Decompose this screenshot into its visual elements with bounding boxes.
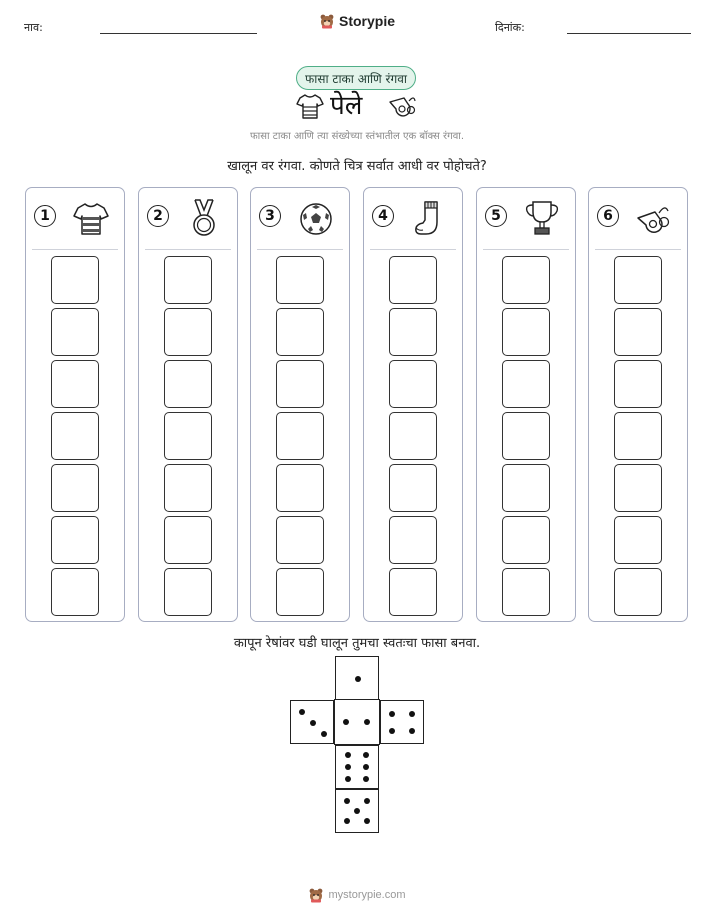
column-3 <box>250 187 350 622</box>
column-divider <box>145 249 231 250</box>
page-title: पेले <box>330 91 363 121</box>
color-box[interactable] <box>502 256 550 304</box>
date-line[interactable] <box>567 33 691 34</box>
die-pip <box>343 719 349 725</box>
column-number: 2 <box>147 205 169 227</box>
color-box[interactable] <box>389 256 437 304</box>
color-box[interactable] <box>502 568 550 616</box>
subtitle: फासा टाका आणि त्या संख्येच्या स्तंभातील एक बॉक्स रंगवा. <box>249 131 465 142</box>
column-divider <box>257 249 343 250</box>
die-pip <box>363 776 369 782</box>
die-pip <box>354 808 360 814</box>
column-divider <box>483 249 569 250</box>
color-box[interactable] <box>614 412 662 460</box>
color-box[interactable] <box>51 412 99 460</box>
color-box[interactable] <box>502 360 550 408</box>
column-6 <box>588 187 688 622</box>
color-box[interactable] <box>502 464 550 512</box>
color-box[interactable] <box>502 308 550 356</box>
name-line[interactable] <box>100 33 257 34</box>
color-box[interactable] <box>51 568 99 616</box>
column-divider <box>32 249 118 250</box>
color-box[interactable] <box>614 568 662 616</box>
color-box[interactable] <box>614 516 662 564</box>
color-box[interactable] <box>389 360 437 408</box>
die-face-2 <box>334 699 380 745</box>
color-box[interactable] <box>276 412 324 460</box>
die-face-3 <box>290 700 334 744</box>
color-box[interactable] <box>164 568 212 616</box>
category-badge: फासा टाका आणि रंगवा <box>296 66 416 90</box>
color-box[interactable] <box>502 516 550 564</box>
trophy-icon <box>523 198 561 238</box>
die-pip <box>345 776 351 782</box>
bear-icon <box>308 887 324 903</box>
die-pip <box>355 676 361 682</box>
die-pip <box>364 798 370 804</box>
column-number: 6 <box>597 205 619 227</box>
brand-name: Storypie <box>338 13 395 29</box>
column-number: 1 <box>34 205 56 227</box>
die-pip <box>389 728 395 734</box>
color-box[interactable] <box>164 412 212 460</box>
color-box[interactable] <box>276 568 324 616</box>
whistle-icon <box>635 198 673 238</box>
brand-logo <box>0 13 714 29</box>
color-box[interactable] <box>389 516 437 564</box>
die-face-1 <box>335 656 379 700</box>
die-pip <box>299 709 305 715</box>
column-number: 3 <box>259 205 281 227</box>
color-box[interactable] <box>614 464 662 512</box>
color-box[interactable] <box>389 412 437 460</box>
die-face-5 <box>335 789 379 833</box>
color-box[interactable] <box>389 568 437 616</box>
title-shirt-icon <box>296 92 324 120</box>
footer-url[interactable]: mystorypie.com <box>328 889 406 901</box>
color-box[interactable] <box>51 308 99 356</box>
die-pip <box>344 818 350 824</box>
column-2 <box>138 187 238 622</box>
die-pip <box>321 731 327 737</box>
title-whistle-icon <box>387 92 417 118</box>
die-pip <box>363 764 369 770</box>
color-box[interactable] <box>51 516 99 564</box>
color-box[interactable] <box>164 360 212 408</box>
shirt-icon <box>72 198 110 238</box>
color-box[interactable] <box>614 360 662 408</box>
die-pip <box>345 764 351 770</box>
date-label: दिनांक: <box>495 21 525 34</box>
color-box[interactable] <box>164 464 212 512</box>
column-4 <box>363 187 463 622</box>
die-pip <box>345 752 351 758</box>
color-box[interactable] <box>276 256 324 304</box>
column-5 <box>476 187 576 622</box>
die-pip <box>389 711 395 717</box>
color-box[interactable] <box>389 464 437 512</box>
die-pip <box>409 728 415 734</box>
color-box[interactable] <box>389 308 437 356</box>
die-pip <box>364 818 370 824</box>
name-label: नाव: <box>24 21 43 34</box>
color-box[interactable] <box>276 308 324 356</box>
die-pip <box>409 711 415 717</box>
column-number: 4 <box>372 205 394 227</box>
soccer-ball-icon <box>297 198 335 238</box>
die-pip <box>364 719 370 725</box>
color-box[interactable] <box>164 516 212 564</box>
column-divider <box>595 249 681 250</box>
footer <box>0 887 714 903</box>
color-box[interactable] <box>276 464 324 512</box>
color-box[interactable] <box>502 412 550 460</box>
color-box[interactable] <box>51 256 99 304</box>
color-box[interactable] <box>276 360 324 408</box>
die-pip <box>363 752 369 758</box>
color-box[interactable] <box>51 360 99 408</box>
color-box[interactable] <box>614 308 662 356</box>
color-box[interactable] <box>51 464 99 512</box>
color-box[interactable] <box>164 256 212 304</box>
column-divider <box>370 249 456 250</box>
color-box[interactable] <box>276 516 324 564</box>
instruction: खालून वर रंगवा. कोणते चित्र सर्वात आधी वर पोहोचते? <box>227 159 487 174</box>
column-1 <box>25 187 125 622</box>
sock-icon <box>410 198 448 238</box>
column-number: 5 <box>485 205 507 227</box>
die-pip <box>310 720 316 726</box>
die-net <box>290 656 426 836</box>
die-face-6 <box>335 745 379 789</box>
color-box[interactable] <box>164 308 212 356</box>
die-instruction: कापून रेषांवर घडी घालून तुमचा स्वतःचा फासा बनवा. <box>233 636 481 651</box>
medal-icon <box>185 198 223 238</box>
die-pip <box>344 798 350 804</box>
bear-icon <box>319 13 335 29</box>
die-face-4 <box>380 700 424 744</box>
color-box[interactable] <box>614 256 662 304</box>
